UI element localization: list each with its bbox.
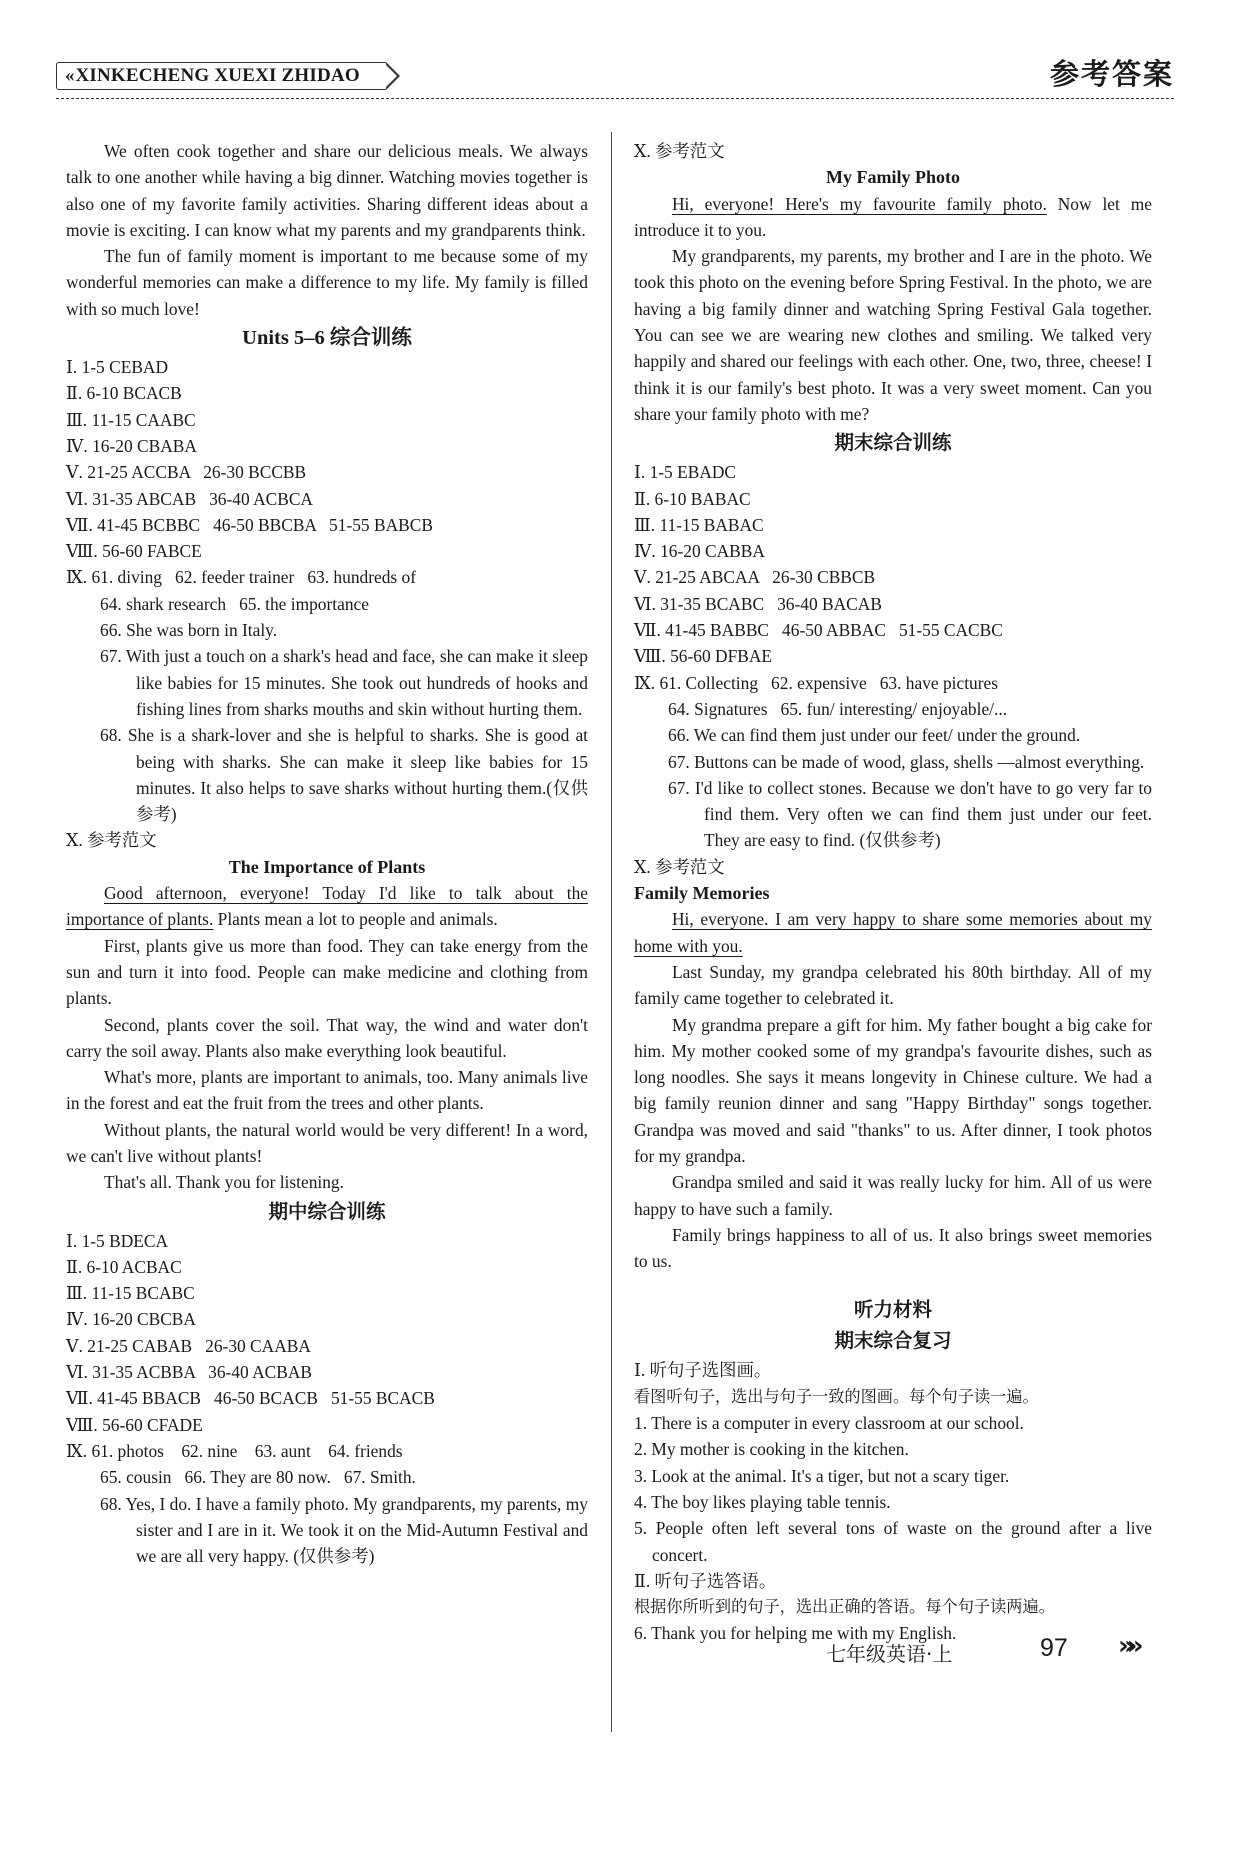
listening-item: 5. People often left several tons of waste on the ground after a live concert. <box>634 1518 1152 1565</box>
answer-line: Ⅵ. 31-35 ABCAB 36-40 ACBCA <box>66 488 313 509</box>
column-divider <box>611 132 612 1732</box>
listening-part-label: Ⅰ. 听句子选图画。 <box>634 1360 772 1381</box>
answer-subline: 64. Signatures 65. fun/ interesting/ enjoyable/... <box>668 698 1008 719</box>
answer-line: Ⅸ. 61. photos 62. nine 63. aunt 64. friends <box>66 1440 403 1461</box>
section-heading-final: 期末综合训练 <box>834 431 952 455</box>
essay-paragraph: What's more, plants are important to animals, too. Many animals live in the forest and eat the fruit from the trees and other plants. <box>66 1067 588 1114</box>
answer-line: Ⅰ. 1-5 EBADC <box>634 462 737 483</box>
answer-line: Ⅰ. 1-5 CEBAD <box>66 357 169 378</box>
essay-paragraph: My grandma prepare a gift for him. My father bought a big cake for him. My mother cooked some of my grandpa's favourite dishes, such as long noodles. She says it means longevity in Chinese culture. We had a big family reunion dinner and sang "Happy Birthday" songs together. Grandpa was moved and said "thanks" to us. After dinner, I took photos for my grandpa. <box>634 1014 1152 1166</box>
answer-line: Ⅶ. 41-45 BCBBC 46-50 BBCBA 51-55 BABCB <box>66 514 433 535</box>
opening-continuation: Now let me introduce it to you. <box>634 193 1153 240</box>
listening-part-label: Ⅱ. 听句子选答语。 <box>634 1570 777 1591</box>
essay-paragraph: We often cook together and share our delicious meals. We always talk to one another while having a big dinner. Watching movies together is also one of my favorite family activities. Sharing different ideas about a movie is exciting. I can know what my parents and my grandparents think. <box>66 141 588 240</box>
essay-paragraph: The fun of family moment is important to me because some of my wonderful memories can make a difference to my life. My family is filled with so much love! <box>66 246 588 319</box>
answer-line: Ⅲ. 11-15 BABAC <box>634 514 764 535</box>
answer-line: Ⅱ. 6-10 BCACB <box>66 383 182 404</box>
essay-paragraph: Family brings happiness to all of us. It also brings sweet memories to us. <box>634 1224 1152 1272</box>
answer-line: Ⅳ. 16-20 CBCBA <box>66 1309 196 1330</box>
answer-subline: 65. cousin 66. They are 80 now. 67. Smith. <box>100 1467 416 1488</box>
listening-instruction: 看图听句子，选出与句子一致的图画。每个句子读一遍。 <box>634 1386 1039 1406</box>
section-heading-units-5-6: Units 5–6 综合训练 <box>242 327 412 350</box>
essay-opening: Hi, everyone. I am very happy to share some memories about my home with you. <box>634 909 1152 956</box>
essay-label: Ⅹ. 参考范文 <box>634 141 725 161</box>
series-banner <box>56 62 386 90</box>
answer-line: Ⅳ. 16-20 CABBA <box>634 541 765 562</box>
essay-paragraph: Second, plants cover the soil. That way, the wind and water don't carry the soil away. Plants also make everything look beautiful. <box>66 1014 588 1061</box>
essay-paragraph: Grandpa smiled and said it was really lucky for him. All of us were happy to have such a family. <box>634 1172 1152 1219</box>
answer-line: Ⅱ. 6-10 BABAC <box>634 488 751 509</box>
page-number: 97 <box>1040 1634 1068 1662</box>
listening-instruction: 根据你所听到的句子，选出正确的答语。每个句子读两遍。 <box>634 1597 1055 1617</box>
listening-item: 6. Thank you for helping me with my English. <box>634 1623 957 1644</box>
essay-paragraph: Without plants, the natural world would be very different! In a word, we can't live without plants! <box>66 1119 588 1166</box>
page-header <box>56 48 1174 98</box>
essay-paragraph: First, plants give us more than food. They can take energy from the sun and turn it into food. People can make medicine and clothing from plants. <box>66 935 588 1009</box>
answer-line: Ⅸ. 61. Collecting 62. expensive 63. have pictures <box>634 672 999 693</box>
footer-subject: 七年级英语·上 <box>826 1642 953 1666</box>
essay-title: The Importance of Plants <box>228 856 426 877</box>
right-column <box>634 138 1152 1647</box>
answer-long: 68. She is a shark-lover and she is helpful to sharks. She is good at being with sharks. She can make it sleep like babies for 15 minutes. It also helps to save sharks without hurting them.(仅供参考) <box>100 725 588 825</box>
underlined-opening: Hi, everyone! Here's my favourite family photo. <box>672 193 1047 214</box>
section-title: 参考答案 <box>1049 57 1174 91</box>
answer-long: 67. I'd like to collect stones. Because we don't have to go very far to find them. Very often we can find them just under our feet. They are easy to find. (仅供参考) <box>668 777 1152 851</box>
answer-line: Ⅱ. 6-10 ACBAC <box>66 1256 182 1277</box>
double-chevron-left-icon: « <box>65 65 69 86</box>
answer-line: Ⅷ. 56-60 FABCE <box>66 541 202 562</box>
section-heading-midterm: 期中综合训练 <box>268 1199 386 1223</box>
answer-line: Ⅳ. 16-20 CBABA <box>66 435 197 456</box>
listening-item: 2. My mother is cooking in the kitchen. <box>634 1439 909 1460</box>
underlined-opening: Good afternoon, everyone! Today I'd like to talk about the importance of plants. <box>66 883 588 930</box>
section-heading-final-review: 期末综合复习 <box>834 1329 952 1353</box>
essay-paragraph: Last Sunday, my grandpa celebrated his 80th birthday. All of my family came together to celebrated it. <box>634 961 1152 1009</box>
answer-long: 67. Buttons can be made of wood, glass, shells —almost everything. <box>668 751 1145 772</box>
left-column <box>66 138 588 1569</box>
essay-label: Ⅹ. 参考范文 <box>634 856 725 877</box>
answer-line: Ⅸ. 61. diving 62. feeder trainer 63. hundreds of <box>66 567 417 588</box>
answer-line: Ⅶ. 41-45 BBACB 46-50 BCACB 51-55 BCACB <box>66 1388 435 1409</box>
opening-continuation: Plants mean a lot to people and animals. <box>213 909 498 930</box>
series-title: XINKECHENG XUEXI ZHIDAO <box>75 65 360 86</box>
answer-line: Ⅴ. 21-25 ACCBA 26-30 BCCBB <box>66 462 307 483</box>
answer-line: Ⅷ. 56-60 DFBAE <box>634 646 773 667</box>
answer-line: Ⅲ. 11-15 BCABC <box>66 1283 195 1304</box>
answer-long: 68. Yes, I do. I have a family photo. My grandparents, my parents, my sister and I are in it. We took it on the Mid-Autumn Festival and we are all very happy. (仅供参考) <box>100 1493 588 1567</box>
essay-label: Ⅹ. 参考范文 <box>66 830 157 851</box>
answer-line: Ⅷ. 56-60 CFADE <box>66 1414 203 1435</box>
double-chevron-right-icon: »» <box>1118 1631 1136 1661</box>
header-divider <box>56 98 1174 99</box>
answer-line: Ⅰ. 1-5 BDECA <box>66 1230 169 1251</box>
essay-opening <box>634 191 1152 244</box>
answer-line: Ⅴ. 21-25 CABAB 26-30 CAABA <box>66 1335 311 1356</box>
essay-opening <box>66 880 588 933</box>
essay-paragraph: That's all. Thank you for listening. <box>104 1172 344 1193</box>
answer-subline: 64. shark research 65. the importance <box>100 593 369 614</box>
answer-subline: 66. She was born in Italy. <box>100 620 278 641</box>
answer-long: 67. With just a touch on a shark's head and face, she can make it sleep like babies for 15 minutes. She took out hundreds of hooks and fishing lines from sharks mouths and skin without hurting them. <box>100 646 588 719</box>
section-heading-listening: 听力材料 <box>853 1298 932 1322</box>
listening-item: 4. The boy likes playing table tennis. <box>634 1491 891 1512</box>
answer-line: Ⅵ. 31-35 ACBBA 36-40 ACBAB <box>66 1362 313 1383</box>
essay-title: Family Memories <box>634 883 770 904</box>
essay-paragraph: My grandparents, my parents, my brother and I are in the photo. We took this photo on the evening before Spring Festival. In the photo, we are having a big family dinner and watching Spring Festival Gala together. You can see we are wearing new clothes and smiling. We talked very happily and shared our feelings with each other. One, two, three, cheese! I think it is our family's best photo. It was a very sweet moment. Can you share your family photo with me? <box>634 246 1152 424</box>
answer-line: Ⅴ. 21-25 ABCAA 26-30 CBBCB <box>634 567 876 588</box>
listening-item: 3. Look at the animal. It's a tiger, but not a scary tiger. <box>634 1465 1010 1486</box>
answer-line: Ⅲ. 11-15 CAABC <box>66 409 196 430</box>
listening-item: 1. There is a computer in every classroom at our school. <box>634 1413 1024 1434</box>
answer-subline: 66. We can find them just under our feet/ under the ground. <box>668 725 1081 746</box>
essay-title: My Family Photo <box>826 167 960 188</box>
answer-line: Ⅵ. 31-35 BCABC 36-40 BACAB <box>634 593 882 614</box>
answer-line: Ⅶ. 41-45 BABBC 46-50 ABBAC 51-55 CACBC <box>634 620 1003 641</box>
